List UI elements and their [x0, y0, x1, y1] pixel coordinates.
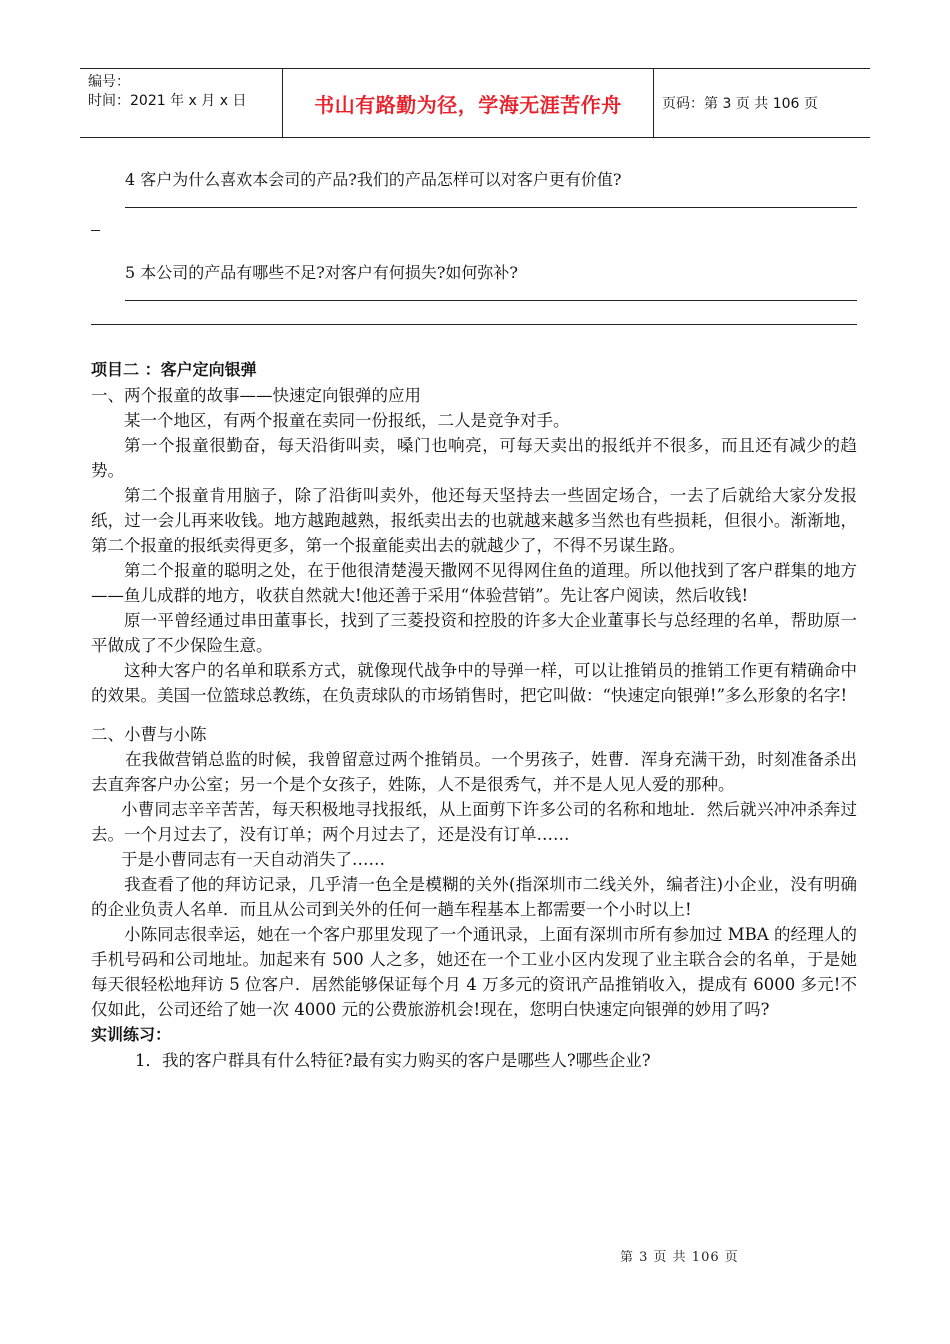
paragraph: 这种大客户的名单和联系方式，就像现代战争中的导弹一样，可以让推销员的推销工作更有精确命中的效果。美国一位篮球总教练，在负责球队的市场销售时，把它叫做：“快速定向银弹!”多么形象的名字! [91, 661, 857, 705]
header-page-info: 页码：第 3 页 共 106 页 [662, 96, 818, 112]
paragraph: 小曹同志辛辛苦苦，每天积极地寻找报纸，从上面剪下许多公司的名称和地址．然后就兴冲冲杀奔过去。一个月过去了，没有订单；两个月过去了，还是没有订单…… [91, 800, 857, 844]
practice-title: 实训练习： [91, 1025, 172, 1044]
answer-line [125, 206, 857, 208]
header-meta [80, 69, 282, 137]
question-5: 5 本公司的产品有哪些不足?对客户有何损失?如何弥补? [125, 263, 519, 282]
question-4: 4 客户为什么喜欢本会司的产品?我们的产品怎样可以对客户更有价值? [125, 170, 622, 189]
paragraph: 原一平曾经通过串田董事长，找到了三菱投资和控股的许多大企业董事长与总经理的名单，帮助原一平做成了不少保险生意。 [91, 611, 857, 655]
section-1-title: 一、两个报童的故事——快速定向银弹的应用 [91, 386, 421, 405]
header-motto: 书山有路勤为径，学海无涯苦作舟 [282, 69, 654, 137]
project-title: 项目二 ：客户定向银弹 [91, 360, 257, 379]
paragraph: 第二个报童肯用脑子，除了沿街叫卖外，他还每天坚持去一些固定场合，一去了后就给大家分发报纸，过一会儿再来收钱。地方越跑越熟，报纸卖出去的也就越来越多当然也有些损耗，但很小。渐渐地，第二个报童的报纸卖得更多，第一个报童能卖出去的就越少了，不得不另谋生路。 [91, 486, 857, 555]
paragraph: 第一个报童很勤奋，每天沿街叫卖，嗓门也响亮，可每天卖出的报纸并不很多，而且还有减少的趋势。 [91, 436, 857, 480]
page-header [80, 68, 870, 138]
paragraph: 某一个地区，有两个报童在卖同一份报纸，二人是竞争对手。 [124, 411, 570, 430]
document-number-label: 编号： [88, 74, 130, 90]
answer-line-stub [91, 230, 100, 231]
paragraph: 在我做营销总监的时候，我曾留意过两个推销员。一个男孩子，姓曹．浑身充满干劲，时刻准备杀出去直奔客户办公室；另一个是个女孩子，姓陈，人不是很秀气，并不是人见人爱的那种。 [91, 750, 857, 794]
paragraph: 小陈同志很幸运，她在一个客户那里发现了一个通讯录，上面有深圳市所有参加过 MBA 的经理人的手机号码和公司地址。加起来有 500 人之多，她还在一个工业小区内发现了业主联合会的名单，于是她每天很轻松地拜访 5 位客户．居然能够保证每个月 4 万多元的资讯产品推销收入，提成有 6000 多元!不仅如此，公司还给了她一次 4000 元的公费旅游机会!现在，您明白快速定向银弹的妙用了吗? [91, 925, 857, 1019]
answer-line [125, 299, 857, 301]
practice-question-1: 1．我的客户群具有什么特征?最有实力购买的客户是哪些人?哪些企业? [135, 1051, 651, 1070]
answer-line [91, 323, 857, 325]
page-footer: 第 3 页 共 106 页 [620, 1250, 739, 1265]
section-2-title: 二、小曹与小陈 [91, 725, 207, 744]
document-body [91, 160, 857, 1073]
paragraph: 我查看了他的拜访记录，几乎清一色全是模糊的关外(指深圳市二线关外，编者注)小企业，没有明确的企业负责人名单．而且从公司到关外的任何一趟车程基本上都需要一个小时以上! [91, 875, 857, 919]
document-date: 时间：2021 年 x 月 x 日 [88, 93, 247, 109]
paragraph: 第二个报童的聪明之处，在于他很清楚漫天撒网不见得网住鱼的道理。所以他找到了客户群集的地方——鱼儿成群的地方，收获自然就大!他还善于采用“体验营销”。先让客户阅读，然后收钱! [91, 561, 857, 605]
paragraph: 于是小曹同志有一天自动消失了…… [121, 850, 385, 869]
